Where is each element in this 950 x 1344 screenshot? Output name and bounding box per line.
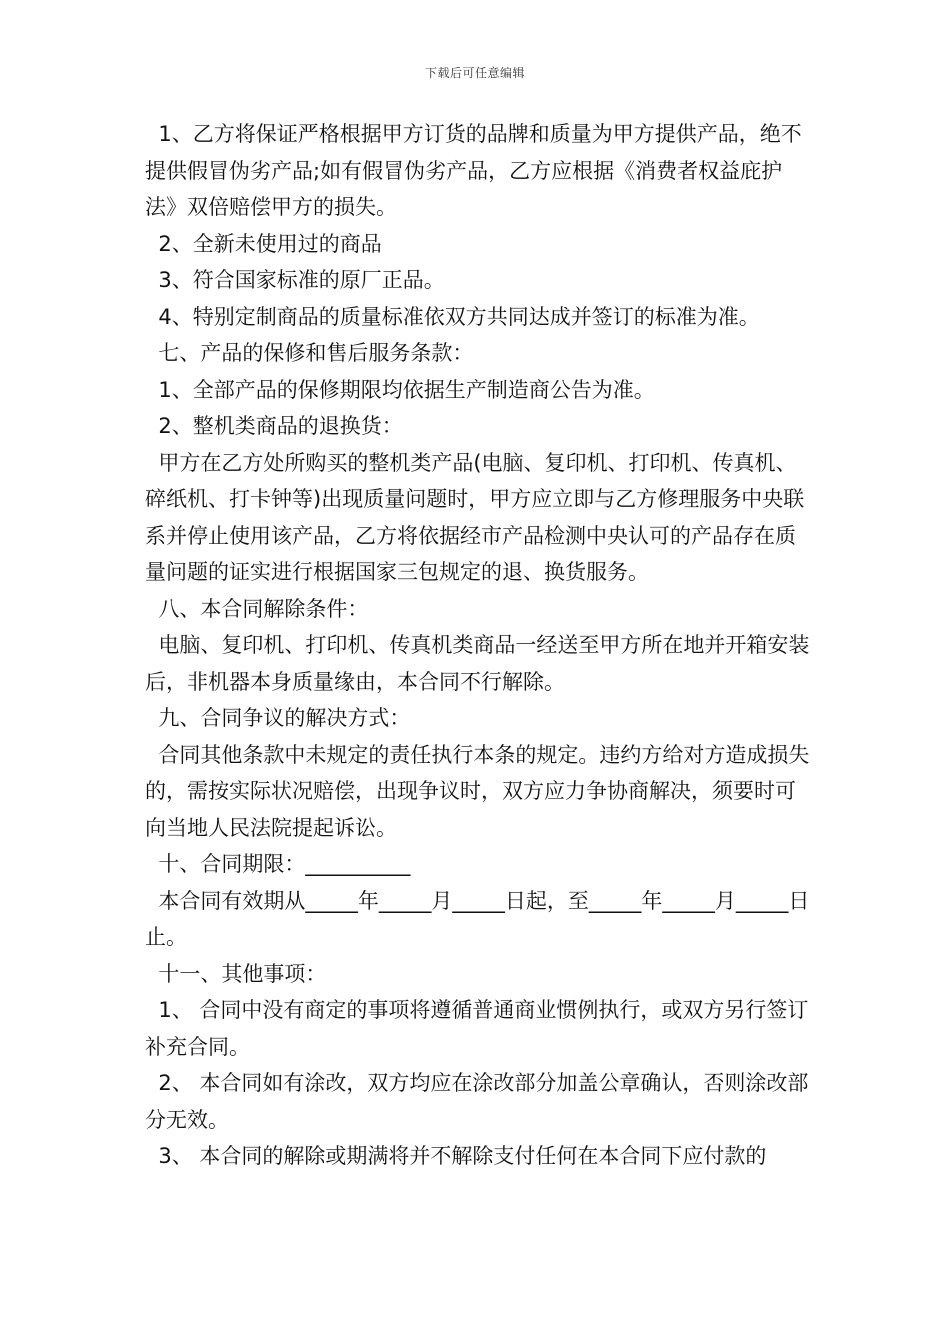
clause-paragraph: 电脑、复印机、打印机、传真机类商品一经送至甲方所在地并开箱安装后，非机器本身质量缘由，本合同不行解除。 <box>145 633 810 694</box>
page-header: 下载后可任意编辑 <box>424 66 525 80</box>
section-heading: 七、产品的保修和售后服务条款： <box>145 341 474 365</box>
clause-paragraph: 1、 合同中没有商定的事项将遵循普通商业惯例执行，或双方另行签订补充合同。 <box>145 998 809 1059</box>
section-heading: 十、合同期限：__________ <box>145 852 411 876</box>
section-heading: 八、本合同解除条件： <box>145 596 369 621</box>
clause-paragraph: 2、 本合同如有涂改，双方均应在涂改部分加盖公章确认，否则涂改部分无效。 <box>145 1071 809 1132</box>
section-heading: 十一、其他事项： <box>145 961 327 986</box>
clause-paragraph: 4、特别定制商品的质量标准依双方共同达成并签订的标准为准。 <box>145 304 760 329</box>
clause-paragraph: 1、乙方将保证严格根据甲方订货的品牌和质量为甲方提供产品，绝不提供假冒伪劣产品;如有假冒伪劣产品，乙方应根据《消费者权益庇护法》双倍赔偿甲方的损失。 <box>145 122 802 219</box>
clause-paragraph: 1、全部产品的保修期限均依据生产制造商公告为准。 <box>145 377 655 402</box>
section-heading: 九、合同争议的解决方式： <box>145 706 411 730</box>
clause-paragraph: 3、 本合同的解除或期满将并不解除支付任何在本合同下应付款的 <box>145 1144 767 1168</box>
clause-paragraph: 2、全新未使用过的商品 <box>145 231 382 256</box>
clause-paragraph: 3、符合国家标准的原厂正品。 <box>145 268 445 292</box>
clause-paragraph: 2、整机类商品的退换货： <box>145 414 403 438</box>
clause-paragraph: 甲方在乙方处所购买的整机类产品(电脑、复印机、打印机、传真机、碎纸机、打卡钟等)出现质量问题时，甲方应立即与乙方修理服务中央联系并停止使用该产品，乙方将依据经市产品检测中央认可的产品存在质量问题的证实进行根据国家三包规定的退、换货服务。 <box>145 450 805 584</box>
clause-paragraph: 本合同有效期从_____年_____月_____日起，至_____年_____月_____日止。 <box>145 888 810 949</box>
clause-paragraph: 合同其他条款中未规定的责任执行本条的规定。违约方给对方造成损失的，需按实际状况赔偿，出现争议时，双方应力争协商解决，须要时可向当地人民法院提起诉讼。 <box>145 742 810 840</box>
document-body <box>145 116 810 1175</box>
